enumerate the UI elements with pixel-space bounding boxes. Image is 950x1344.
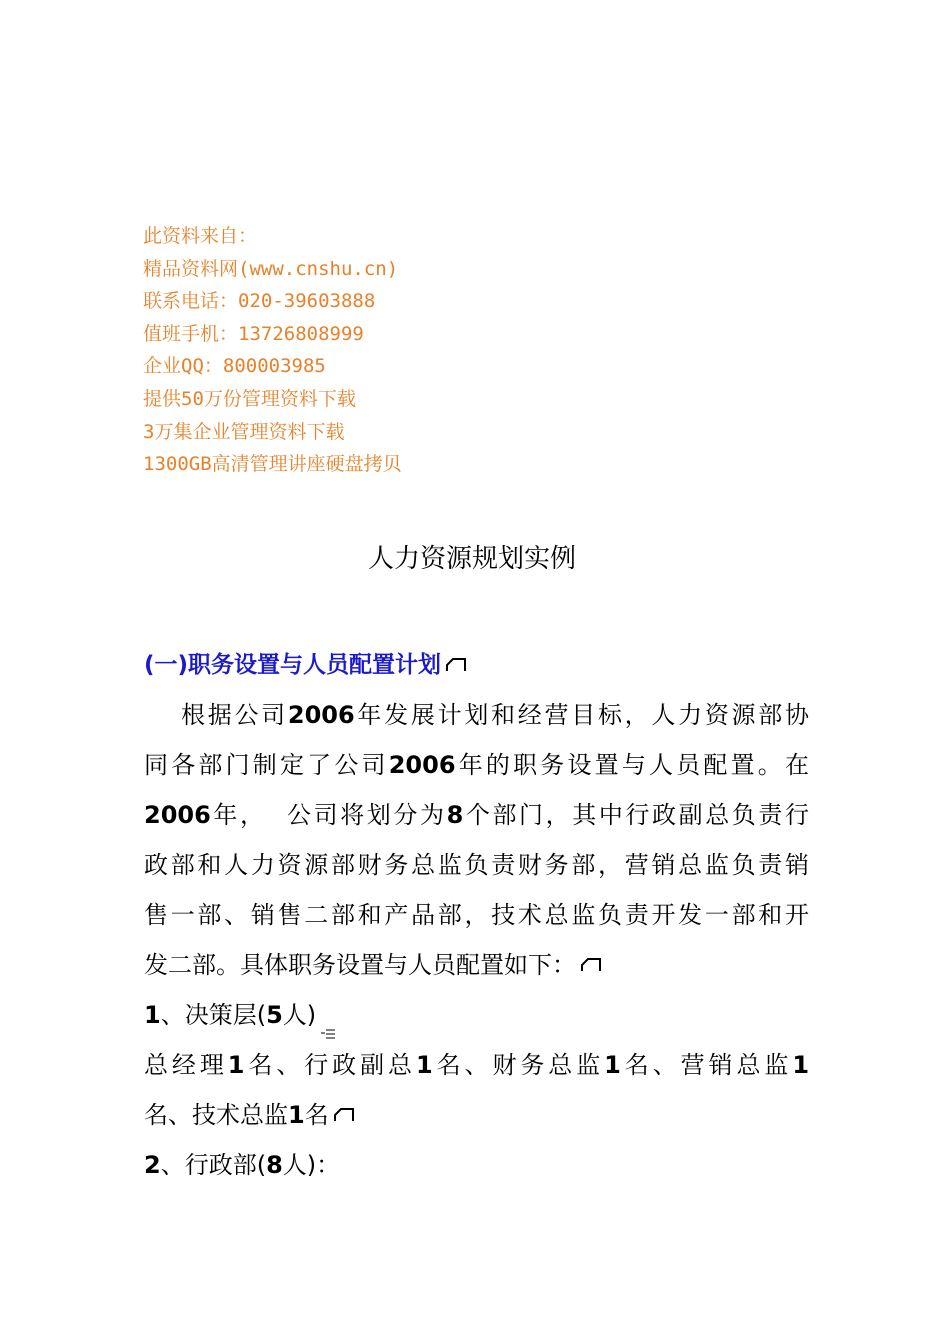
text-run: 售一部、销售二部和产品部，技术总监负责开发一部和开 <box>144 901 809 929</box>
source-line: 值班手机：13726808999 <box>143 322 364 345</box>
number-run: 1 <box>415 1051 433 1079</box>
paragraph-line <box>144 1090 809 1140</box>
source-line: 联系电话：020-39603888 <box>143 290 376 313</box>
number-run: 8 <box>446 801 464 829</box>
text-run: 名、行政副总 <box>244 1051 416 1079</box>
source-line: 1300GB高清管理讲座硬盘拷贝 <box>143 453 402 476</box>
source-line: 企业QQ：800003985 <box>143 355 326 378</box>
text-run: 总经理 <box>144 1051 228 1079</box>
number-run: 2006 <box>144 801 211 829</box>
text-run: 名、营销总监 <box>620 1051 793 1079</box>
text-run: 个部门，其中行政副总负责行 <box>463 801 809 829</box>
number-run: 1 <box>792 1051 810 1079</box>
number-run: 1 <box>288 1101 305 1129</box>
section-heading-text: (一)职务设置与人员配置计划 <box>144 652 442 678</box>
paragraph-mark-icon <box>580 955 602 973</box>
paragraph-mark-icon <box>333 1105 355 1123</box>
number-run: 2006 <box>388 751 456 779</box>
text-run: 名 <box>304 1101 329 1129</box>
source-line: 此资料来自： <box>143 225 258 247</box>
paragraph-line <box>144 740 809 790</box>
text-run: 同各部门制定了公司 <box>144 751 389 779</box>
item-label: 、行政部( <box>160 1151 267 1179</box>
text-run: 年， 公司将划分为 <box>210 801 447 829</box>
paragraph-line <box>144 840 809 890</box>
paragraph-mark-icon <box>445 655 467 673</box>
text-run: 年发展计划和经营目标，人力资源部协 <box>354 701 810 729</box>
number-run: 2006 <box>287 701 355 729</box>
number-run: 1 <box>227 1051 245 1079</box>
item-number: 2 <box>144 1151 161 1179</box>
item-label-tail: 人)： <box>282 1151 341 1179</box>
list-item-heading <box>144 990 809 1040</box>
item-count: 8 <box>266 1151 283 1179</box>
list-item-heading <box>144 1140 809 1190</box>
text-run: 发二部。具体职务设置与人员配置如下： <box>144 951 576 979</box>
item-label-tail: 人) <box>282 1001 317 1029</box>
paragraph-line <box>144 890 809 940</box>
source-line: 精品资料网(www.cnshu.cn) <box>143 257 399 280</box>
text-run: 年的职务设置与人员配置。在 <box>455 751 809 779</box>
section-heading <box>144 640 809 690</box>
source-line: 3万集企业管理资料下载 <box>143 420 345 443</box>
paragraph-line <box>144 1040 809 1090</box>
text-run: 名、技术总监 <box>144 1101 288 1129</box>
list-mark-icon <box>320 1007 336 1021</box>
source-info-block <box>143 220 563 481</box>
source-line: 提供50万份管理资料下载 <box>143 387 356 410</box>
text-run: 名、财务总监 <box>432 1051 605 1079</box>
text-run: 政部和人力资源部财务总监负责财务部，营销总监负责销 <box>144 851 809 879</box>
document-title: 人力资源规划实例 <box>367 544 576 574</box>
item-count: 5 <box>266 1001 283 1029</box>
paragraph-line <box>144 940 809 990</box>
item-number: 1 <box>144 1001 161 1029</box>
document-body <box>144 640 809 1190</box>
paragraph-line <box>144 690 809 740</box>
item-label: 、决策层( <box>160 1001 267 1029</box>
text-run: 根据公司 <box>181 701 288 729</box>
paragraph-line <box>144 790 809 840</box>
number-run: 1 <box>604 1051 621 1079</box>
